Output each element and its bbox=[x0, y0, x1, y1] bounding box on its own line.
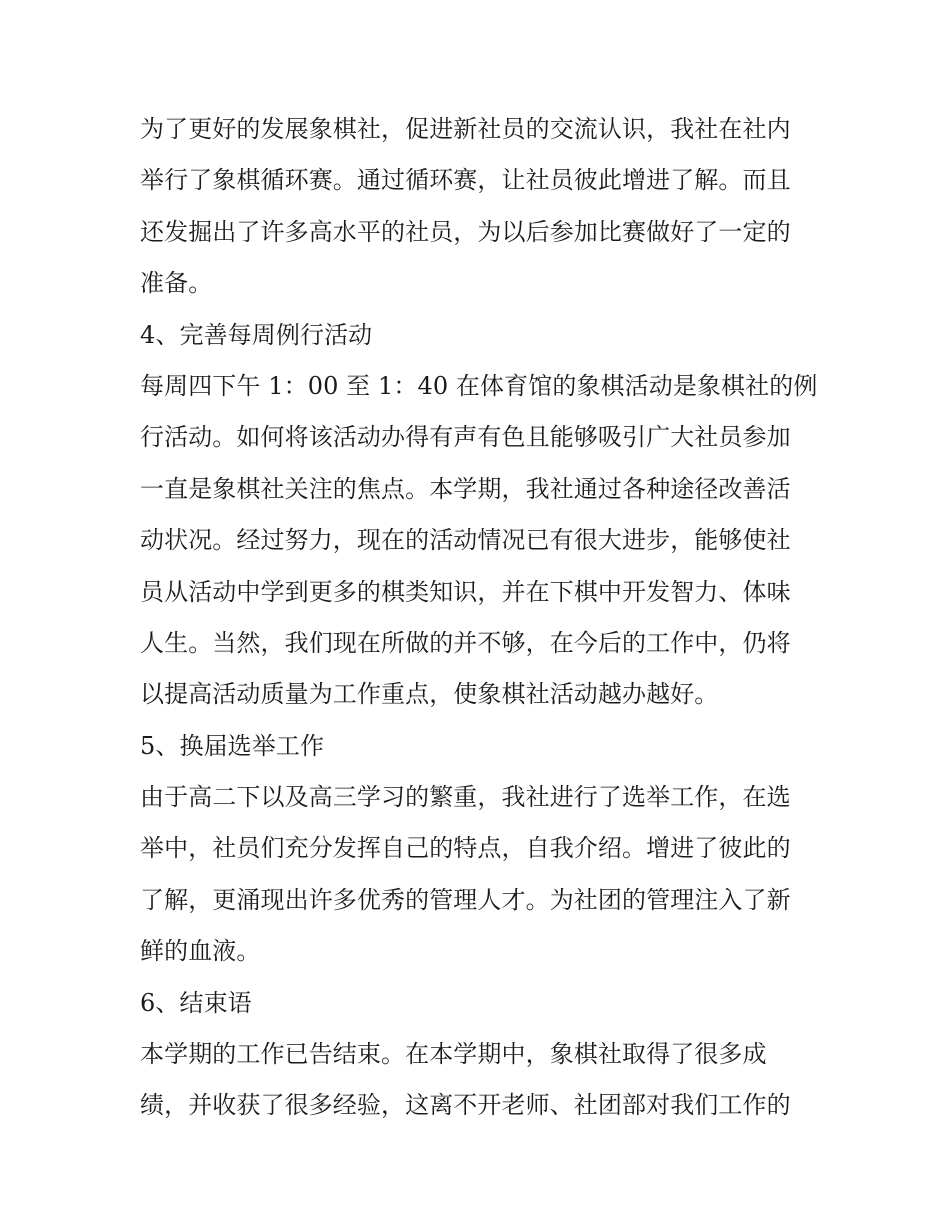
paragraph-line: 了解，更涌现出许多优秀的管理人才。为社团的管理注入了新 bbox=[140, 885, 791, 914]
paragraph-line: 举中，社员们充分发挥自己的特点，自我介绍。增进了彼此的 bbox=[140, 834, 791, 863]
paragraph-line: 绩，并收获了很多经验，这离不开老师、社团部对我们工作的 bbox=[140, 1091, 791, 1120]
paragraph-line: 人生。当然，我们现在所做的并不够，在今后的工作中，仍将 bbox=[140, 628, 791, 657]
section-heading: 5、换届选举工作 bbox=[140, 731, 325, 760]
paragraph-line: 本学期的工作已告结束。在本学期中，象棋社取得了很多成 bbox=[140, 1040, 767, 1069]
paragraph-line: 一直是象棋社关注的焦点。本学期，我社通过各种途径改善活 bbox=[140, 474, 791, 503]
paragraph-line: 举行了象棋循环赛。通过循环赛，让社员彼此增进了解。而且 bbox=[140, 166, 791, 195]
paragraph-line: 以提高活动质量为工作重点，使象棋社活动越办越好。 bbox=[140, 680, 719, 709]
paragraph-line: 员从活动中学到更多的棋类知识，并在下棋中开发智力、体味 bbox=[140, 577, 791, 606]
paragraph-line: 还发掘出了许多高水平的社员，为以后参加比赛做好了一定的 bbox=[140, 217, 791, 246]
paragraph-line: 每周四下午 1：00 至 1：40 在体育馆的象棋活动是象棋社的例 bbox=[140, 371, 818, 400]
paragraph-line: 鲜的血液。 bbox=[140, 937, 261, 966]
paragraph-line: 动状况。经过努力，现在的活动情况已有很大进步，能够使社 bbox=[140, 526, 791, 555]
document-body bbox=[140, 104, 820, 1132]
paragraph-line: 行活动。如何将该活动办得有声有色且能够吸引广大社员参加 bbox=[140, 423, 791, 452]
section-heading: 4、完善每周例行活动 bbox=[140, 320, 373, 349]
paragraph-line: 为了更好的发展象棋社，促进新社员的交流认识，我社在社内 bbox=[140, 115, 791, 143]
section-heading: 6、结束语 bbox=[140, 988, 252, 1017]
paragraph-line: 准备。 bbox=[140, 269, 213, 298]
paragraph-line: 由于高二下以及高三学习的繁重，我社进行了选举工作，在选 bbox=[140, 783, 791, 812]
